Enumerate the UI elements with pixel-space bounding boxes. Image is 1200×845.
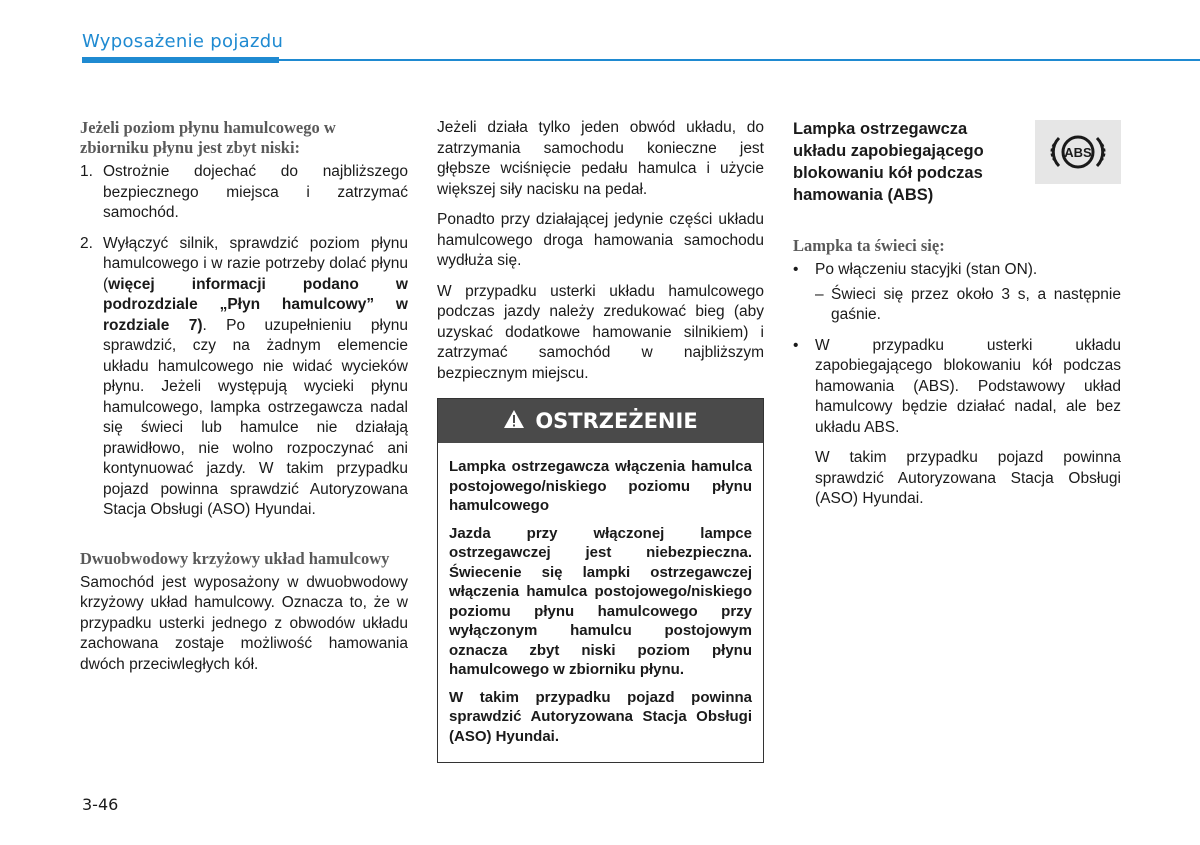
list-item xyxy=(793,336,1121,439)
item-text: W przypadku usterki układu zapobiegającego blokowaniu kół podczas hamowania (ABS). Podstawowy układ hamulcowy będzie działać nadal, ale bez układu ABS. xyxy=(815,336,1121,436)
column-middle xyxy=(437,118,764,763)
dash-item xyxy=(793,285,1121,326)
item-number: 2. xyxy=(80,234,93,252)
dual-circuit-heading: Dwuobwodowy krzyżowy układ hamulcowy xyxy=(80,548,390,568)
page-number: 3-46 xyxy=(82,795,119,814)
dash-text: Świeci się przez około 3 s, a następnie gaśnie. xyxy=(831,285,1121,323)
lamp-heading: Lampka ta świeci się: xyxy=(793,236,945,255)
bullet: • xyxy=(793,261,799,278)
warning-title: OSTRZEŻENIE xyxy=(535,408,698,433)
item-text: Wyłączyć silnik, sprawdzić poziom płynu hamulcowego i w razie potrzeby dolać płynu ( xyxy=(103,234,408,293)
warning-subtitle: Lampka ostrzegawcza włączenia hamulca postojowego/niskiego poziomu płynu hamulcowego xyxy=(449,458,752,514)
column-left xyxy=(80,118,408,685)
abs-icon-label: ABS xyxy=(1064,145,1092,160)
dash-mark: – xyxy=(815,285,824,303)
warning-body xyxy=(438,443,763,762)
abs-title: Lampka ostrzegawcza układu zapobiegającego blokowaniu kół podczas hamowania (ABS) xyxy=(793,120,984,204)
paragraph: Ponadto przy działającej jedynie części układu hamulcowego droga hamowania samochodu wydłuża się. xyxy=(437,211,764,269)
steps-list xyxy=(80,162,408,521)
bullet: • xyxy=(793,336,799,354)
list-item xyxy=(80,234,408,521)
warning-text: Jazda przy włączonej lampce ostrzegawczej jest niebezpieczna. Świecenie się lampki ostrzegawczej włączenia hamulca postojowego/niskiego poziomu płynu hamulcowego przy wyłączonym hamulcu postojowym oznacza zbyt niski poziom płynu hamulcowego w zbiorniku płynu. xyxy=(449,524,752,678)
item-text: Po włączeniu stacyjki (stan ON). xyxy=(815,261,1038,278)
list-item xyxy=(793,260,1121,326)
dual-circuit-paragraph: Samochód jest wyposażony w dwuobwodowy krzyżowy układ hamulcowy. Oznacza to, że w przypadku usterki jednego z obwodów układu zachowana zostaje możliwość hamowania dwóch przeciwległych kół. xyxy=(80,573,408,673)
followup-paragraph: W takim przypadku pojazd powinna sprawdzić Autoryzowana Stacja Obsługi (ASO) Hyundai. xyxy=(815,449,1121,507)
item-number: 1. xyxy=(80,163,93,180)
warning-triangle-icon xyxy=(503,409,525,433)
warning-box xyxy=(437,398,764,763)
low-fluid-heading: Jeżeli poziom płynu hamulcowego w zbiorniku płynu jest zbyt niski: xyxy=(80,118,336,157)
paragraph: Jeżeli działa tylko jeden obwód układu, do zatrzymania samochodu konieczne jest głębsze wciśnięcie pedału hamulca i użycie większej siły nacisku na pedał. xyxy=(437,119,764,198)
item-text-bold: więcej informacji podano w podrozdziale „Płyn hamulcowy” w rozdziale 7) xyxy=(103,275,408,334)
conditions-list xyxy=(793,260,1121,438)
section-title: Wyposażenie pojazdu xyxy=(82,31,284,52)
warning-text: W takim przypadku pojazd powinna sprawdzić Autoryzowana Stacja Obsługi (ASO) Hyundai. xyxy=(449,688,752,745)
paragraph: W przypadku usterki układu hamulcowego podczas jazdy należy zredukować bieg (aby uzyskać dodatkowe hamowanie silnikiem) i zatrzymać samochód w najbliższym bezpiecznym miejscu. xyxy=(437,282,764,382)
column-right xyxy=(793,118,1121,510)
abs-warning-icon xyxy=(1035,120,1121,184)
header-accent-bar xyxy=(82,57,279,63)
warning-header xyxy=(438,399,763,443)
item-text: . Po uzupełnieniu płynu sprawdzić, czy na żadnym elemencie układu hamulcowego nie widać wycieków płynu. Jeżeli występują wycieki płynu hamulcowego, lampka ostrzegawcza nadal się świeci lub hamulce nie działają prawidłowo, nie wolno rozpoczynać ani kontynuować jazdy. W takim przypadku pojazd powinna sprawdzić Autoryzowana Stacja Obsługi (ASO) Hyundai. xyxy=(103,316,408,518)
item-text: Ostrożnie dojechać do najbliższego bezpiecznego miejsca i zatrzymać samochód. xyxy=(103,163,408,221)
list-item xyxy=(80,162,408,224)
